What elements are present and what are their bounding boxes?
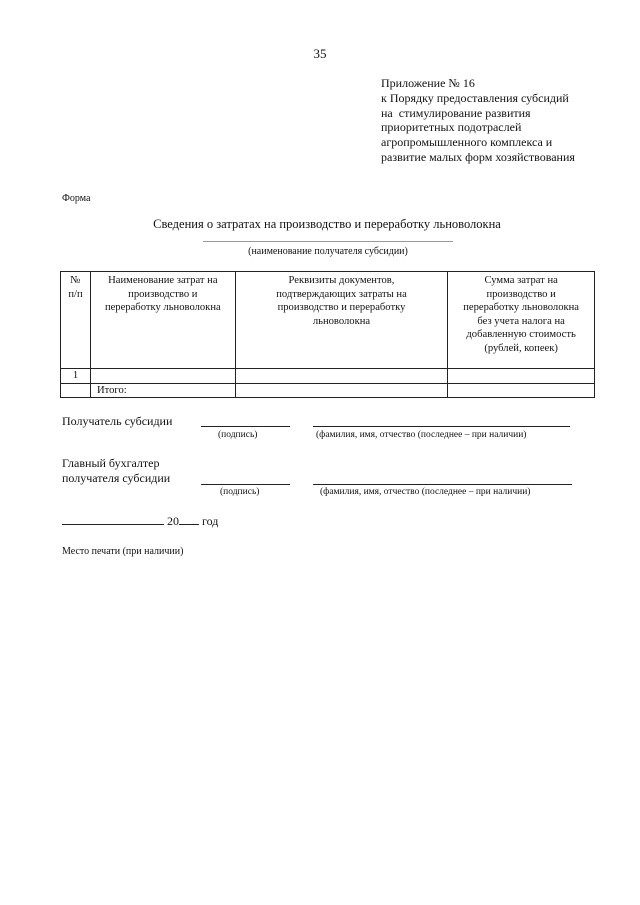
- page-number: 35: [313, 46, 327, 61]
- accountant-name-line: [313, 484, 572, 485]
- date-blank: [62, 513, 164, 525]
- table-header-row: [61, 272, 595, 369]
- name-caption: (фамилия, имя, отчество (последнее – при наличии): [320, 487, 531, 497]
- recipient-name-line: [203, 241, 453, 242]
- table-total-row: [61, 383, 595, 398]
- appendix-line: Приложение № 16: [381, 76, 475, 90]
- header-cost-amount: Сумма затрат на производство и переработку льноволокна без учета налога на добавленную стоимость (рублей, копеек): [448, 272, 595, 369]
- accountant-signature-line: [201, 484, 290, 485]
- table-cell: [61, 383, 91, 398]
- recipient-signature-line: [201, 426, 290, 427]
- name-caption: (фамилия, имя, отчество (последнее – при наличии): [316, 430, 527, 440]
- appendix-line: агропромышленного комплекса и: [381, 135, 553, 150]
- date-prefix: 20: [167, 514, 179, 528]
- appendix-line: на стимулирование развития: [381, 105, 531, 120]
- costs-table: [60, 271, 595, 398]
- table-cell: [235, 369, 448, 384]
- signature-caption: (подпись): [218, 430, 258, 440]
- header-document-details: Реквизиты документов, подтверждающих затраты на производство и переработку льноволокна: [235, 272, 448, 369]
- signature-caption: (подпись): [220, 487, 260, 497]
- appendix-line: к Порядку предоставления субсидий: [381, 90, 569, 105]
- recipient-name-line-sign: [313, 426, 570, 427]
- table-cell: 1: [61, 369, 91, 384]
- header-cost-name: Наименование затрат на производство и переработку льноволокна: [90, 272, 235, 369]
- table-cell: [235, 383, 448, 398]
- form-label: Форма: [62, 193, 91, 204]
- year-blank: [179, 513, 199, 525]
- total-label: Итого:: [90, 383, 235, 398]
- recipient-name-caption: (наименование получателя субсидии): [248, 246, 408, 257]
- document-title: Сведения о затратах на производство и переработку льноволокна: [153, 217, 501, 231]
- table-cell: [448, 369, 595, 384]
- appendix-line: развитие малых форм хозяйствования: [381, 149, 575, 164]
- table-row: [61, 369, 595, 384]
- table-cell: [448, 383, 595, 398]
- stamp-label: Место печати (при наличии): [62, 546, 184, 557]
- appendix-header: [381, 76, 575, 165]
- date-line: [62, 513, 218, 529]
- header-number: № п/п: [61, 272, 91, 369]
- recipient-label: Получатель субсидии: [62, 414, 173, 428]
- table-cell: [90, 369, 235, 384]
- date-suffix: год: [202, 514, 219, 528]
- accountant-label-line: получателя субсидии: [62, 471, 171, 485]
- appendix-line: приоритетных подотраслей: [381, 120, 522, 135]
- accountant-label-line: Главный бухгалтер: [62, 456, 160, 470]
- accountant-label: [62, 456, 170, 486]
